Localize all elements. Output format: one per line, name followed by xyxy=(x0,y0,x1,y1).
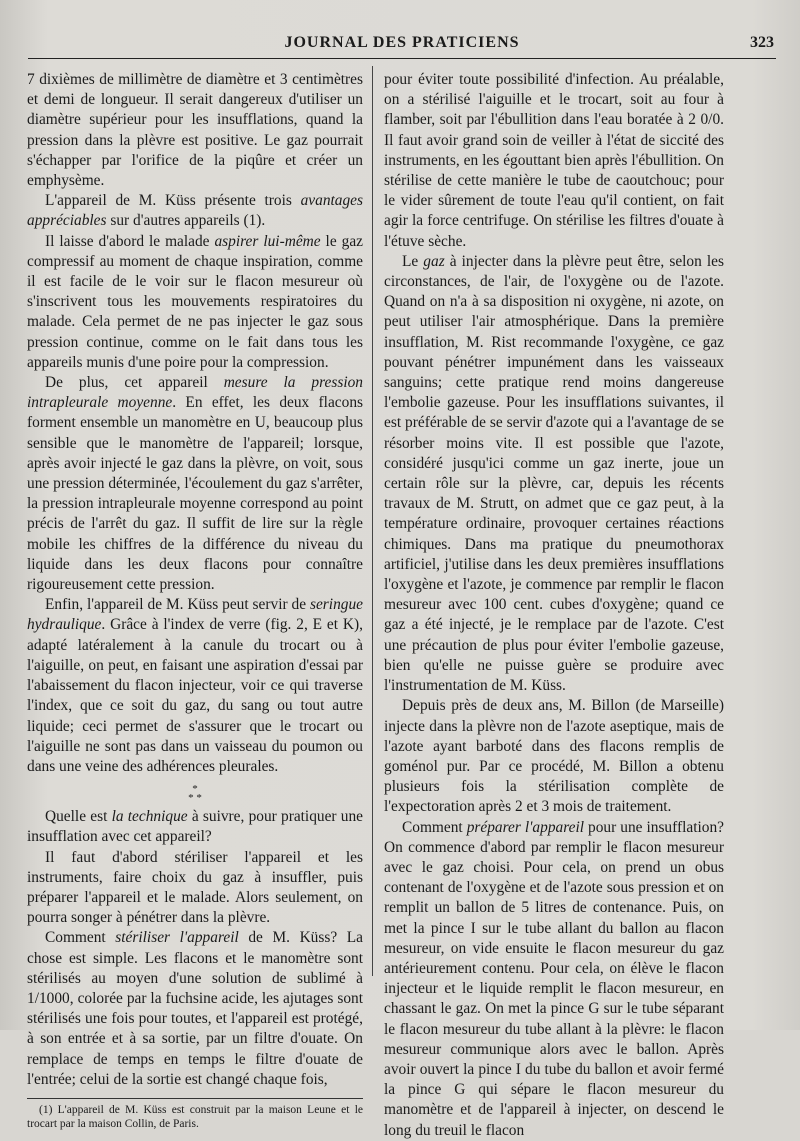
paragraph xyxy=(27,595,363,777)
journal-title: JOURNAL DES PRATICIENS xyxy=(284,34,520,51)
paragraph xyxy=(27,928,363,1090)
paragraph: pour éviter toute possibilité d'infection. Au préalable, on a stérilisé l'aiguille et le trocart, soit au four à flamber, soit par l'ébullition dans l'eau boratée à 2 0/0. Il faut avoir grand soin de veiller à l'état de siccité des instruments, en les égouttant bien après l'ébullition. On stérilise de cette manière le tube de caoutchouc; pour le vider sûrement de toute l'eau qu'il contient, on fait agir la force centrifuge. On stérilise les filtres d'ouate à l'étuve sèche. xyxy=(384,71,724,250)
italic-text: avantages appréciables xyxy=(27,192,363,230)
italic-text: stériliser l'appareil xyxy=(115,929,239,947)
italic-text: préparer l'appareil xyxy=(466,818,585,836)
text-run: Comment xyxy=(402,818,467,836)
italic-text: la technique xyxy=(111,808,188,826)
left-column xyxy=(27,70,363,1131)
section-separator xyxy=(27,785,363,803)
footnote: (1) L'appareil de M. Küss est construit par la maison Leune et le trocart par la maison Collin, de Paris. xyxy=(27,1103,363,1130)
paragraph xyxy=(27,232,363,373)
paragraph xyxy=(27,191,363,231)
text-run: . Grâce à l'index de verre (fig. 2, E et K), adapté latéralement à la canule du trocart ou à l'aiguille, on peut, en faisant une aspiration d'essai par l'abaissement du flacon injecteur, voir ce qui traverse l'index, que ce soit du gaz, du sang ou tout autre liquide; ceci permet de s'assurer que le trocart ou l'aiguille ne sont pas dans un vaisseau du poumon ou dans une veine des adhérences pleurales. xyxy=(27,616,363,775)
column-divider xyxy=(372,66,373,976)
text-run: à injecter dans la plèvre peut être, selon les circonstances, de l'air, de l'oxygène ou de l'azote. Quand on n'a à sa disposition ni oxygène, ni azote, on peut utiliser l'air atmosphérique. Dans la première insufflation, M. Rist recommande l'oxygène, ce gaz pouvant pénétrer impunément dans les vaisseaux sanguins; cette pratique rend moins dangereuse l'embolie gazeuse. Pour les insufflations suivantes, il est préférable de se servir d'azote qui a l'avantage de se résorber moins vite. Il est possible que l'azote, considéré jusqu'ici comme un gaz inerte, joue un certain rôle sur la plèvre, car, depuis les récents travaux de M. Strutt, on admet que ce gaz peut, à la température ordinaire, provoquer certaines réactions chimiques. Dans ma pratique du pneumothorax artificiel, j'utilise dans les deux premières insufflations l'oxygène et l'azote, je commence par remplir le flacon mesureur avec 100 cent. cubes d'oxygène; quand ce gaz a été injecté, je le remplace par de l'azote. C'est une précaution de plus pour éviter l'embolie gazeuse, bien qu'elle ne puisse guère se produire avec l'instrumentation de M. Küss. xyxy=(384,252,724,695)
italic-text: aspirer lui-même xyxy=(214,232,321,250)
text-run: Il laisse d'abord le malade xyxy=(45,232,215,250)
text-run: Enfin, l'appareil de M. Küss peut servir de xyxy=(45,596,310,614)
text-run: sur d'autres appareils (1). xyxy=(106,212,266,230)
text-run: de M. Küss? La chose est simple. Les flacons et le manomètre sont stérilisés au moyen d'une solution de sublimé à 1/1000, colorée par la fuchsine acide, les ajutages sont stérilisés une fois pour toutes, et l'appareil est protégé, à son entrée et à sa sortie, par un filtre d'ouate. On remplace de temps en temps le filtre d'ouate de l'entrée; celui de la sortie est changé chaque fois, xyxy=(27,929,363,1088)
text-run: . En effet, les deux flacons forment ensemble un manomètre en U, beaucoup plus sensible que le manomètre de l'appareil; lorsque, après avoir injecté le gaz dans la plèvre, on voit, sous une pression déterminée, l'écoulement du gaz s'arrêter, la pression intrapleurale moyenne correspond au point précis de l'arrêt du gaz. Il suffit de lire sur la règle mobile les chiffres de la différence du niveau du liquide dans les deux flacons pour connaître rigoureusement cette pression. xyxy=(27,394,364,594)
paragraph xyxy=(384,252,724,696)
paragraph: Il faut d'abord stériliser l'appareil et les instruments, faire choix du gaz à insuffler, puis préparer l'appareil et le malade. Alors seulement, on pourra songer à pénétrer dans la plèvre. xyxy=(27,848,363,927)
text-run: L'appareil de M. Küss présente trois xyxy=(45,192,301,210)
text-run: à suivre, pour pratiquer une insufflation avec cet appareil? xyxy=(27,808,363,846)
footnote-rule xyxy=(27,1098,363,1099)
right-column xyxy=(384,70,724,1141)
asterism-bottom: * * xyxy=(188,792,202,805)
paragraph xyxy=(27,807,363,847)
text-run: De plus, cet appareil xyxy=(45,374,224,392)
paragraph xyxy=(384,818,724,1141)
paragraph: 7 dixièmes de millimètre de diamètre et 3 centimètres et demi de longueur. Il serait dangereux d'utiliser un diamètre supérieur pour les insufflations, quand la pression dans la plèvre est positive. Le gaz pourrait s'échapper par l'orifice de la piqûre et créer un emphysème. xyxy=(27,71,363,190)
italic-text: seringue hydraulique xyxy=(27,596,363,634)
text-run: pour une insufflation? On commence d'abord par remplir le flacon mesureur avec le gaz choisi. Pour cela, on prend un obus contenant de l'oxygène et de l'azote sous pression et on remplit un ballon de 5 litres de contenance. Puis, on met la pince I sur le tube allant du ballon au flacon mesureur, on vide ensuite le flacon mesureur du gaz antérieurement contenu. Pour cela, on élève le flacon injecteur et le liquide remplit le flacon mesureur, en chassant le gaz. On met la pince G sur le tube séparant le flacon mesureur du tube allant à la plèvre: le flacon mesureur communique alors avec le ballon. Après avoir ouvert la pince I du tube du ballon et avoir fermé la pince G qui sépare le flacon mesureur du manomètre et de l'appareil à injecter, on descend le long du treuil le flacon xyxy=(384,818,724,1139)
paragraph: Depuis près de deux ans, M. Billon (de Marseille) injecte dans la plèvre non de l'azote aseptique, mais de l'azote ayant barboté dans des flacons remplis de goménol pur. Par ce procédé, M. Billon a obtenu plusieurs fois la stérilisation complète de l'expectoration après 2 et 3 mois de traitement. xyxy=(384,697,724,816)
page-header xyxy=(28,30,776,59)
text-run: Le xyxy=(402,252,424,270)
italic-text: gaz xyxy=(423,252,445,270)
paragraph xyxy=(27,373,363,595)
text-run: Quelle est xyxy=(45,808,112,826)
page-number: 323 xyxy=(750,34,774,51)
text-run: Comment xyxy=(45,929,116,947)
italic-text: mesure la pression intrapleurale moyenne xyxy=(27,374,363,412)
text-run: le gaz compressif au moment de chaque inspiration, comme il est facile de le voir sur le flacon mesureur où s'inscrivent tous les mouvements respiratoires du malade. Cela permet de ne pas injecter le gaz sous pression continue, comme on le fait dans tous les appareils munis d'une poire pour la compression. xyxy=(27,232,363,371)
asterism-top: * xyxy=(192,783,198,796)
